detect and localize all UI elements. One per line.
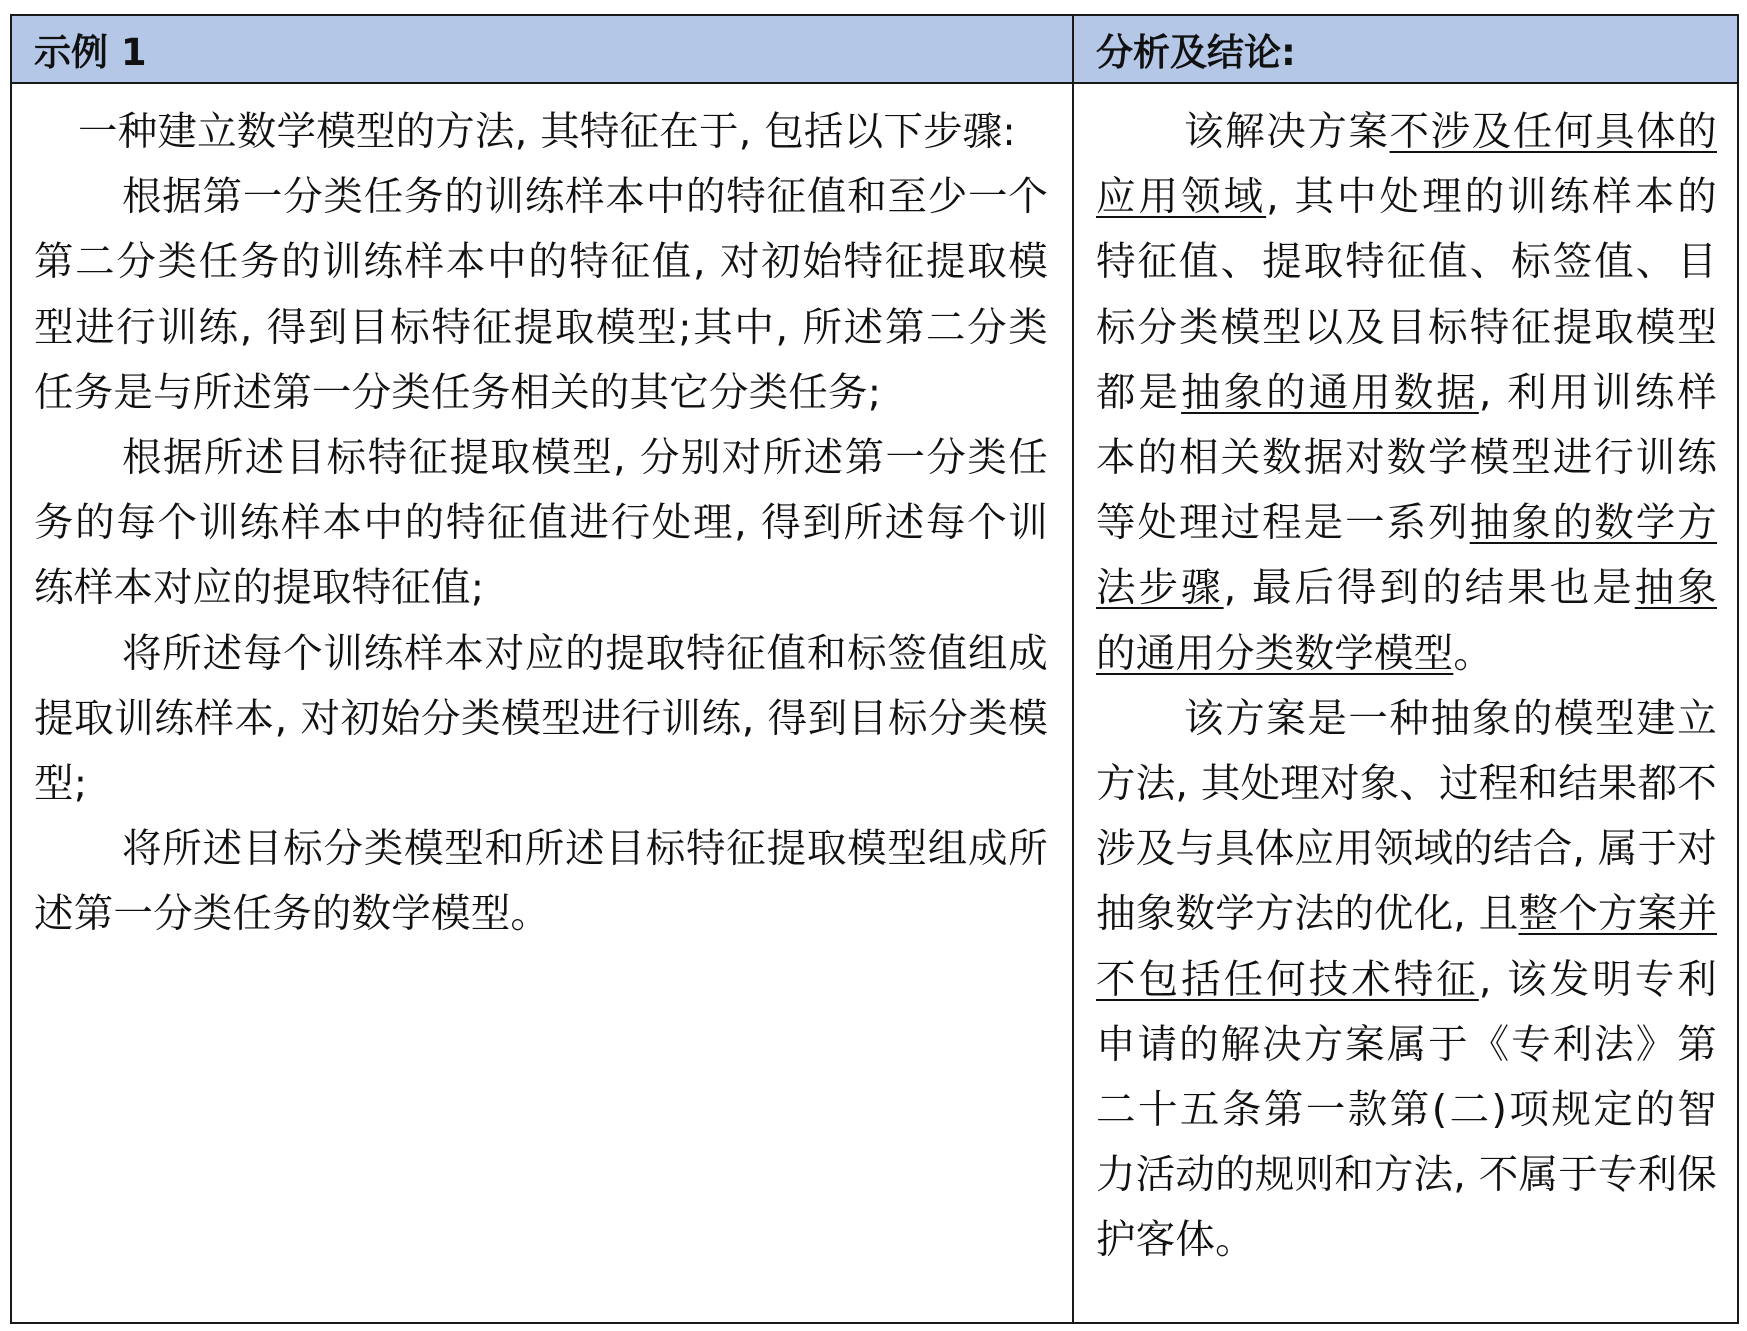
analysis-text: 该解决方案 [1184,109,1390,155]
claim-step: 将所述每个训练样本对应的提取特征值和标签值组成提取训练样本, 对初始分类模型进行训练, 得到目标分类模型; [34,630,1048,808]
analysis-underlined: 抽象的通用数据 [1181,369,1479,416]
analysis-text: , 其中处理的训练样本的特征值、提取特征值、标签值、目标分类模型以及目标特征提取模型都是 [1096,174,1717,416]
analysis-text: 。 [1453,630,1494,677]
claim-step: 将所述目标分类模型和所述目标特征提取模型组成所述第一分类任务的数学模型。 [34,826,1048,938]
conclusion-paragraph [1096,687,1717,1274]
analysis-text: , 最后得到的结果也是 [1223,565,1635,612]
table-header-row [11,15,1738,83]
analysis-text: , 该发明专利申请的解决方案属于《专利法》第二十五条第一款第(二)项规定的智力活动的规则和方法, 不属于专利保护客体。 [1096,956,1718,1264]
analysis-text: , 利用训练样本的相关数据对数学模型进行训练等处理过程是一系列 [1096,369,1718,547]
analysis-cell [1073,83,1738,1323]
header-analysis: 分析及结论: [1073,15,1738,83]
claim-step: 根据第一分类任务的训练样本中的特征值和至少一个第二分类任务的训练样本中的特征值, 对初始特征提取模型进行训练, 得到目标特征提取模型;其中, 所述第二分类任务是与所述第一分类任务相关的其它分类任务; [34,174,1048,416]
claim-paragraph: 一种建立数学模型的方法, 其特征在于, 包括以下步骤: [78,109,1016,155]
analysis-underlined: 不涉及任何具体的应用领域 [1096,109,1717,221]
table-body-row [11,83,1738,1323]
claim-step: 根据所述目标特征提取模型, 分别对所述第一分类任务的每个训练样本中的特征值进行处理, 得到所述每个训练样本对应的提取特征值; [34,435,1048,612]
analysis-underlined: 整个方案并不包括任何技术特征 [1096,891,1718,1003]
example-cell [11,83,1073,1323]
analysis-text: 该方案是一种抽象的模型建立方法, 其处理对象、过程和结果都不涉及与具体应用领域的结合, 属于对抽象数学方法的优化, 且 [1096,695,1718,938]
analysis-paragraph [1096,100,1717,687]
example-table [10,14,1739,1324]
analysis-underlined: 抽象的通用分类数学模型 [1096,565,1717,677]
header-example: 示例 1 [11,15,1073,83]
analysis-underlined: 抽象的数学方法步骤 [1096,500,1717,612]
